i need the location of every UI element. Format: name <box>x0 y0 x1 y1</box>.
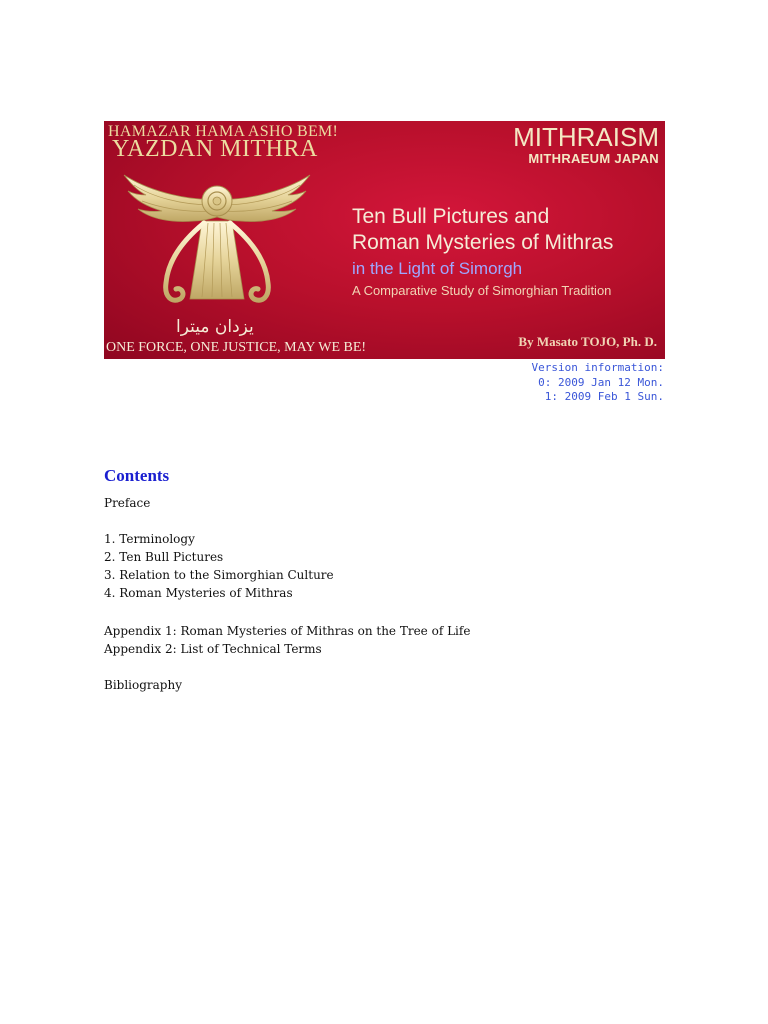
banner-title-line1: Ten Bull Pictures and <box>352 205 550 228</box>
winged-emblem-icon <box>122 171 312 321</box>
version-label: Version information: <box>531 361 664 374</box>
toc-chapter-1[interactable]: 1. Terminology <box>104 532 195 546</box>
banner-mithraism: MITHRAISM <box>513 122 659 152</box>
banner-subtitle-comparative: A Comparative Study of Simorghian Tradition <box>352 283 612 298</box>
banner-mithraeum-japan: MITHRAEUM JAPAN <box>528 151 659 166</box>
version-0: 0: 2009 Jan 12 Mon. <box>538 375 664 389</box>
version-info <box>532 361 664 405</box>
banner-arabic-text: یزدان میترا <box>176 317 254 337</box>
toc-chapter-3[interactable]: 3. Relation to the Simorghian Culture <box>104 568 334 582</box>
toc-appendix-2[interactable]: Appendix 2: List of Technical Terms <box>104 642 322 656</box>
banner-subtitle-simorgh: in the Light of Simorgh <box>352 259 523 278</box>
title-banner <box>104 121 665 359</box>
version-1: 1: 2009 Feb 1 Sun. <box>544 390 664 403</box>
banner-main-title <box>352 204 613 256</box>
banner-title-line2: Roman Mysteries of Mithras <box>352 231 614 254</box>
toc-appendix-1[interactable]: Appendix 1: Roman Mysteries of Mithras on the Tree of Life <box>104 624 471 638</box>
toc-bibliography[interactable]: Bibliography <box>104 678 182 692</box>
toc-chapter-4[interactable]: 4. Roman Mysteries of Mithras <box>104 586 293 600</box>
toc-chapter-2[interactable]: 2. Ten Bull Pictures <box>104 550 224 564</box>
toc-preface[interactable]: Preface <box>104 496 151 510</box>
banner-author: By Masato TOJO, Ph. D. <box>518 334 657 349</box>
banner-motto-top: HAMAZAR HAMA ASHO BEM! <box>108 123 339 140</box>
contents-heading: Contents <box>104 466 170 485</box>
banner-mithraism-logo <box>513 123 659 167</box>
banner-bottom-motto: ONE FORCE, ONE JUSTICE, MAY WE BE! <box>106 340 367 355</box>
banner-yazdan-mithra: YAZDAN MITHRA <box>112 136 318 162</box>
